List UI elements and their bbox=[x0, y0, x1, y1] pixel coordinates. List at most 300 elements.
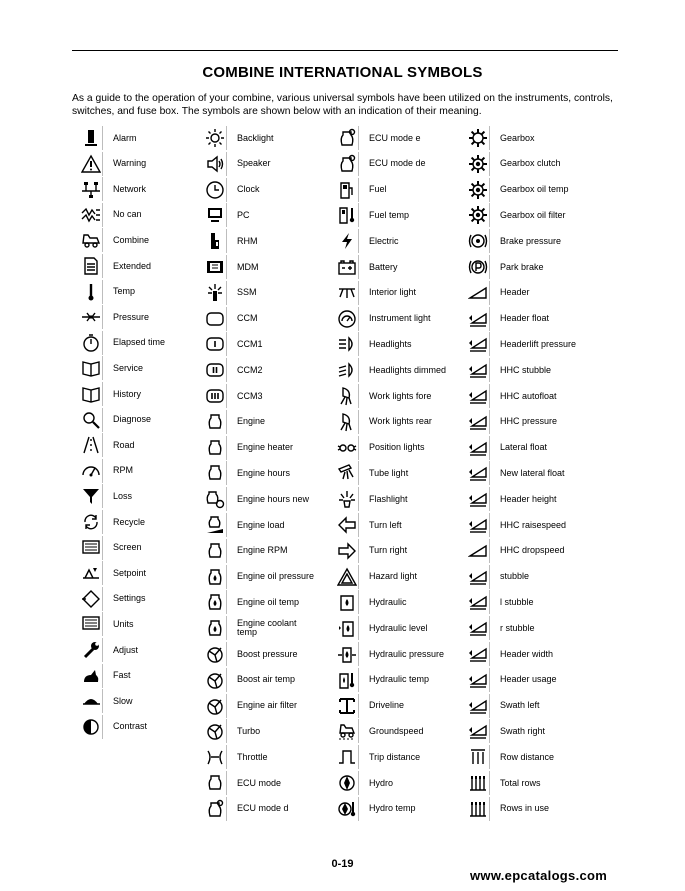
symbol-label: r stubble bbox=[500, 622, 535, 633]
symbol-row bbox=[79, 484, 132, 508]
symbol-label: l stubble bbox=[500, 596, 534, 607]
symbol-label: Hydraulic temp bbox=[369, 674, 430, 685]
symbol-row bbox=[79, 305, 149, 329]
hydraulic-level-icon bbox=[335, 616, 359, 640]
symbol-row bbox=[466, 203, 566, 227]
symbol-row bbox=[466, 616, 535, 640]
symbol-row bbox=[203, 229, 258, 253]
symbol-row bbox=[203, 461, 290, 485]
symbol-label: Battery bbox=[369, 261, 398, 272]
symbol-label: Engine coolant temp bbox=[237, 618, 297, 638]
header-float-icon bbox=[466, 307, 490, 331]
symbol-row bbox=[203, 642, 298, 666]
hhc-autofloat-icon bbox=[466, 384, 490, 408]
symbol-row bbox=[466, 694, 540, 718]
symbol-row bbox=[203, 410, 265, 434]
symbol-row bbox=[466, 358, 551, 382]
gearbox-icon bbox=[466, 126, 490, 150]
symbol-row bbox=[203, 513, 285, 537]
symbol-row bbox=[203, 487, 309, 511]
lateral-float-icon bbox=[466, 436, 490, 460]
symbol-label: Gearbox oil filter bbox=[500, 209, 566, 220]
intro-paragraph: As a guide to the operation of your combine, various universal symbols have been utilized on the instruments, controls, switches, and fuse box. The symbols are shown below with an indication of their meaning. bbox=[72, 93, 613, 117]
symbol-label: RPM bbox=[113, 465, 133, 476]
symbol-label: Combine bbox=[113, 234, 150, 245]
symbol-row bbox=[466, 719, 545, 743]
symbol-label: Speaker bbox=[237, 158, 271, 169]
hhc-raisespeed-icon bbox=[466, 513, 490, 537]
symbol-row bbox=[203, 719, 260, 743]
symbol-label: ECU mode bbox=[237, 777, 282, 788]
symbol-row bbox=[203, 332, 263, 356]
symbol-row bbox=[79, 715, 147, 739]
engine-load-icon bbox=[203, 513, 227, 537]
symbol-row bbox=[466, 487, 557, 511]
speaker-icon bbox=[203, 152, 227, 176]
symbol-label: Turn left bbox=[369, 519, 402, 530]
symbol-row bbox=[335, 436, 425, 460]
symbol-label: Elapsed time bbox=[113, 337, 166, 348]
symbol-row bbox=[466, 565, 529, 589]
engine-oil-pressure-icon bbox=[203, 565, 227, 589]
engine-heater-icon bbox=[203, 436, 227, 460]
symbol-label: Hydraulic bbox=[369, 596, 407, 607]
symbol-label: Groundspeed bbox=[369, 725, 424, 736]
symbol-label: Engine oil pressure bbox=[237, 571, 315, 582]
interior-light-icon bbox=[335, 281, 359, 305]
symbol-row bbox=[466, 126, 535, 150]
network-icon bbox=[79, 177, 103, 201]
symbol-row bbox=[79, 331, 165, 355]
ccm-icon bbox=[203, 307, 227, 331]
pc-icon bbox=[203, 203, 227, 227]
header-icon bbox=[466, 281, 490, 305]
symbol-label: Gearbox bbox=[500, 132, 535, 143]
symbol-row bbox=[203, 358, 263, 382]
turbo-icon bbox=[203, 719, 227, 743]
symbol-label: Loss bbox=[113, 490, 133, 501]
symbol-label: Diagnose bbox=[113, 414, 152, 425]
symbol-label: CCM2 bbox=[237, 364, 263, 375]
rows-in-use-icon bbox=[466, 797, 490, 821]
battery-icon bbox=[335, 255, 359, 279]
symbol-label: Hydro bbox=[369, 777, 394, 788]
header-width-icon bbox=[466, 642, 490, 666]
elapsed-time-icon bbox=[79, 331, 103, 355]
watermark: www.epcatalogs.com bbox=[470, 868, 608, 883]
hydro-icon bbox=[335, 771, 359, 795]
symbol-label: Adjust bbox=[113, 644, 139, 655]
symbol-label: Gearbox oil temp bbox=[500, 184, 569, 195]
symbol-row bbox=[466, 642, 553, 666]
symbol-label: Engine oil temp bbox=[237, 596, 300, 607]
hhc-dropspeed-icon bbox=[466, 539, 490, 563]
symbol-label: Swath right bbox=[500, 725, 546, 736]
symbol-label: Header width bbox=[500, 648, 554, 659]
symbol-row bbox=[335, 358, 446, 382]
symbol-label: Row distance bbox=[500, 751, 555, 762]
engine-icon bbox=[203, 410, 227, 434]
symbol-row bbox=[203, 281, 257, 305]
fuel-temp-icon bbox=[335, 203, 359, 227]
symbol-row bbox=[79, 152, 146, 176]
symbol-label: Driveline bbox=[369, 700, 405, 711]
symbol-label: Headlights dimmed bbox=[369, 364, 447, 375]
instrument-light-icon bbox=[335, 307, 359, 331]
symbol-label: Contrast bbox=[113, 721, 148, 732]
symbol-label: Work lights rear bbox=[369, 416, 432, 427]
history-icon bbox=[79, 382, 103, 406]
symbol-label: Hydro temp bbox=[369, 803, 416, 814]
symbol-row bbox=[335, 694, 404, 718]
fuel-icon bbox=[335, 178, 359, 202]
symbol-row bbox=[466, 307, 549, 331]
mdm-icon bbox=[203, 255, 227, 279]
road-icon bbox=[79, 433, 103, 457]
symbol-row bbox=[335, 229, 399, 253]
work-lights-fore-icon bbox=[335, 384, 359, 408]
symbol-label: Header height bbox=[500, 493, 557, 504]
symbol-label: Hydraulic level bbox=[369, 622, 428, 633]
rpm-icon bbox=[79, 459, 103, 483]
symbol-row bbox=[466, 771, 541, 795]
symbol-row bbox=[203, 436, 293, 460]
symbol-label: Total rows bbox=[500, 777, 541, 788]
symbol-row bbox=[335, 332, 412, 356]
hydraulic-pressure-icon bbox=[335, 642, 359, 666]
ssm-icon bbox=[203, 281, 227, 305]
symbol-row bbox=[335, 565, 417, 589]
symbol-label: Electric bbox=[369, 235, 399, 246]
symbol-row bbox=[466, 513, 566, 537]
symbol-row bbox=[203, 797, 289, 821]
symbol-row bbox=[79, 254, 151, 278]
symbol-row bbox=[79, 561, 146, 585]
swath-left-icon bbox=[466, 694, 490, 718]
row-distance-icon bbox=[466, 745, 490, 769]
diagnose-icon bbox=[79, 408, 103, 432]
hydro-temp-icon bbox=[335, 797, 359, 821]
symbol-label: HHC pressure bbox=[500, 416, 558, 427]
total-rows-icon bbox=[466, 771, 490, 795]
symbol-label: Header bbox=[500, 287, 530, 298]
symbol-row bbox=[335, 203, 409, 227]
symbol-row bbox=[203, 178, 260, 202]
symbol-label: Position lights bbox=[369, 442, 425, 453]
hydraulic-temp-icon bbox=[335, 668, 359, 692]
electric-icon bbox=[335, 229, 359, 253]
symbol-row bbox=[335, 307, 431, 331]
symbol-label: Hydraulic pressure bbox=[369, 648, 445, 659]
symbol-row bbox=[466, 539, 565, 563]
symbol-row bbox=[335, 126, 421, 150]
headerlift-pressure-icon bbox=[466, 332, 490, 356]
symbol-row bbox=[203, 771, 281, 795]
symbol-row bbox=[203, 616, 317, 640]
symbol-label: Road bbox=[113, 439, 135, 450]
gearbox-oil-temp-icon bbox=[466, 178, 490, 202]
engine-oil-temp-icon bbox=[203, 590, 227, 614]
symbol-row bbox=[203, 152, 271, 176]
l-stubble-icon bbox=[466, 590, 490, 614]
symbol-label: CCM3 bbox=[237, 390, 263, 401]
boost-air-temp-icon bbox=[203, 668, 227, 692]
symbol-label: Boost air temp bbox=[237, 674, 296, 685]
symbol-label: Boost pressure bbox=[237, 648, 298, 659]
service-icon bbox=[79, 356, 103, 380]
symbol-label: MDM bbox=[237, 261, 259, 272]
symbol-label: History bbox=[113, 388, 142, 399]
slow-icon bbox=[79, 689, 103, 713]
symbol-label: Throttle bbox=[237, 751, 268, 762]
warning-icon bbox=[79, 152, 103, 176]
symbol-label: Slow bbox=[113, 695, 133, 706]
recycle-icon bbox=[79, 510, 103, 534]
symbol-row bbox=[79, 689, 133, 713]
symbol-row bbox=[79, 280, 135, 304]
symbol-label: Screen bbox=[113, 542, 142, 553]
symbol-label: Swath left bbox=[500, 700, 540, 711]
symbol-label: Engine air filter bbox=[237, 700, 298, 711]
hazard-light-icon bbox=[335, 565, 359, 589]
work-lights-rear-icon bbox=[335, 410, 359, 434]
symbol-row bbox=[335, 590, 407, 614]
symbol-row bbox=[466, 590, 534, 614]
symbol-label: Headerlift pressure bbox=[500, 338, 577, 349]
symbol-label: Extended bbox=[113, 260, 152, 271]
symbol-label: ECU mode de bbox=[369, 158, 426, 169]
extended-icon bbox=[79, 254, 103, 278]
symbol-label: Park brake bbox=[500, 261, 544, 272]
symbol-row bbox=[203, 126, 274, 150]
symbol-row bbox=[79, 228, 149, 252]
gearbox-clutch-icon bbox=[466, 152, 490, 176]
units-icon bbox=[79, 612, 103, 636]
driveline-icon bbox=[335, 694, 359, 718]
symbol-row bbox=[79, 612, 134, 636]
ecu-mode-de-icon bbox=[335, 152, 359, 176]
symbol-label: PC bbox=[237, 209, 250, 220]
ccm3-icon bbox=[203, 384, 227, 408]
symbol-row bbox=[79, 433, 135, 457]
symbol-row bbox=[203, 203, 250, 227]
symbol-row bbox=[335, 281, 416, 305]
symbol-row bbox=[79, 536, 142, 560]
turn-left-icon bbox=[335, 513, 359, 537]
symbol-label: HHC raisespeed bbox=[500, 519, 567, 530]
symbol-label: Rows in use bbox=[500, 803, 550, 814]
engine-hours-icon bbox=[203, 461, 227, 485]
header-usage-icon bbox=[466, 668, 490, 692]
symbol-row bbox=[466, 436, 547, 460]
symbol-row bbox=[335, 513, 402, 537]
trip-distance-icon bbox=[335, 745, 359, 769]
fast-icon bbox=[79, 664, 103, 688]
symbol-label: New lateral float bbox=[500, 467, 565, 478]
symbol-label: Units bbox=[113, 618, 134, 629]
symbol-row bbox=[466, 281, 530, 305]
symbol-row bbox=[335, 178, 387, 202]
park-brake-icon bbox=[466, 255, 490, 279]
no-can-icon bbox=[79, 203, 103, 227]
symbol-row bbox=[79, 177, 146, 201]
symbol-row bbox=[335, 410, 432, 434]
symbol-row bbox=[335, 797, 416, 821]
symbol-row bbox=[466, 668, 557, 692]
symbol-row bbox=[335, 255, 398, 279]
headlights-dimmed-icon bbox=[335, 358, 359, 382]
gearbox-oil-filter-icon bbox=[466, 203, 490, 227]
symbol-row bbox=[466, 797, 549, 821]
throttle-icon bbox=[203, 745, 227, 769]
symbol-label: Engine hours bbox=[237, 467, 291, 478]
symbol-row bbox=[466, 255, 544, 279]
symbol-row bbox=[335, 771, 393, 795]
symbol-label: Pressure bbox=[113, 311, 150, 322]
symbol-row bbox=[466, 461, 565, 485]
symbol-row bbox=[79, 408, 151, 432]
symbol-label: Hazard light bbox=[369, 571, 418, 582]
symbol-row bbox=[203, 694, 297, 718]
hydraulic-icon bbox=[335, 590, 359, 614]
ecu-mode-icon bbox=[203, 771, 227, 795]
symbol-label: Network bbox=[113, 183, 147, 194]
backlight-icon bbox=[203, 126, 227, 150]
symbol-label: Service bbox=[113, 362, 144, 373]
symbol-label: Backlight bbox=[237, 132, 274, 143]
symbol-label: Engine hours new bbox=[237, 493, 310, 504]
engine-air-filter-icon bbox=[203, 694, 227, 718]
symbol-label: Tube light bbox=[369, 467, 409, 478]
ccm1-icon bbox=[203, 332, 227, 356]
symbol-label: No can bbox=[113, 209, 142, 220]
symbol-row bbox=[79, 459, 133, 483]
hhc-pressure-icon bbox=[466, 410, 490, 434]
symbol-label: Clock bbox=[237, 184, 260, 195]
page-number: 0-19 bbox=[331, 858, 354, 870]
symbol-row bbox=[203, 590, 299, 614]
symbol-label: Settings bbox=[113, 593, 146, 604]
setpoint-icon bbox=[79, 561, 103, 585]
symbol-label: Engine bbox=[237, 416, 266, 427]
symbol-label: Interior light bbox=[369, 287, 417, 298]
symbol-label: Turbo bbox=[237, 725, 261, 736]
symbol-label: Engine RPM bbox=[237, 545, 288, 556]
symbol-label: Setpoint bbox=[113, 567, 147, 578]
symbol-label: Fuel bbox=[369, 184, 387, 195]
flashlight-icon bbox=[335, 487, 359, 511]
swath-right-icon bbox=[466, 719, 490, 743]
stubble-icon bbox=[466, 565, 490, 589]
position-lights-icon bbox=[335, 436, 359, 460]
clock-icon bbox=[203, 178, 227, 202]
temp-icon bbox=[79, 280, 103, 304]
symbol-row bbox=[466, 745, 554, 769]
symbol-row bbox=[335, 668, 429, 692]
symbol-label: Header usage bbox=[500, 674, 557, 685]
symbol-label: Headlights bbox=[369, 338, 412, 349]
top-rule bbox=[72, 50, 618, 51]
symbol-row bbox=[335, 642, 444, 666]
symbol-row bbox=[79, 510, 145, 534]
symbol-row bbox=[79, 356, 143, 380]
engine-coolant-temp-icon bbox=[203, 616, 227, 640]
symbol-label: Fast bbox=[113, 670, 131, 681]
symbol-label: ECU mode e bbox=[369, 132, 421, 143]
symbol-row bbox=[335, 487, 408, 511]
symbol-row bbox=[335, 745, 420, 769]
symbol-row bbox=[466, 332, 576, 356]
ecu-mode-d-icon bbox=[203, 797, 227, 821]
symbol-row bbox=[466, 178, 569, 202]
boost-pressure-icon bbox=[203, 642, 227, 666]
ccm2-icon bbox=[203, 358, 227, 382]
engine-hours-new-icon bbox=[203, 487, 227, 511]
symbol-label: Work lights fore bbox=[369, 390, 432, 401]
symbol-row bbox=[79, 382, 141, 406]
symbol-label: Recycle bbox=[113, 516, 146, 527]
symbol-row bbox=[79, 587, 146, 611]
symbol-label: HHC stubble bbox=[500, 364, 552, 375]
symbol-row bbox=[335, 384, 431, 408]
symbol-row bbox=[335, 719, 424, 743]
alarm-icon bbox=[79, 126, 103, 150]
symbol-label: Trip distance bbox=[369, 751, 421, 762]
symbol-row bbox=[335, 152, 426, 176]
ecu-mode-e-icon bbox=[335, 126, 359, 150]
symbol-label: Temp bbox=[113, 286, 136, 297]
symbol-row bbox=[466, 384, 557, 408]
symbol-row bbox=[79, 203, 142, 227]
adjust-icon bbox=[79, 638, 103, 662]
symbol-row bbox=[79, 638, 138, 662]
symbol-label: CCM1 bbox=[237, 338, 263, 349]
combine-icon bbox=[79, 228, 103, 252]
symbol-row bbox=[203, 539, 288, 563]
symbol-row bbox=[203, 255, 259, 279]
symbol-row bbox=[203, 668, 295, 692]
groundspeed-icon bbox=[335, 719, 359, 743]
symbol-row bbox=[203, 565, 317, 589]
symbol-row bbox=[335, 539, 407, 563]
header-height-icon bbox=[466, 487, 490, 511]
r-stubble-icon bbox=[466, 616, 490, 640]
symbol-label: CCM bbox=[237, 313, 258, 324]
symbol-row bbox=[203, 384, 263, 408]
symbol-row bbox=[466, 410, 557, 434]
symbol-row bbox=[335, 616, 428, 640]
symbol-label: Instrument light bbox=[369, 313, 431, 324]
symbol-label: Gearbox clutch bbox=[500, 158, 561, 169]
symbol-row bbox=[203, 307, 258, 331]
symbol-label: HHC dropspeed bbox=[500, 545, 565, 556]
symbol-label: Brake pressure bbox=[500, 235, 562, 246]
page-title: COMBINE INTERNATIONAL SYMBOLS bbox=[202, 64, 483, 81]
settings-icon bbox=[79, 587, 103, 611]
symbol-label: Turn right bbox=[369, 545, 408, 556]
rhm-icon bbox=[203, 229, 227, 253]
hhc-stubble-icon bbox=[466, 358, 490, 382]
turn-right-icon bbox=[335, 539, 359, 563]
symbol-label: SSM bbox=[237, 287, 257, 298]
contrast-icon bbox=[79, 715, 103, 739]
tube-light-icon bbox=[335, 461, 359, 485]
symbol-label: ECU mode d bbox=[237, 803, 289, 814]
loss-icon bbox=[79, 484, 103, 508]
symbol-label: Flashlight bbox=[369, 493, 408, 504]
symbol-row bbox=[79, 664, 131, 688]
symbol-label: Lateral float bbox=[500, 442, 548, 453]
